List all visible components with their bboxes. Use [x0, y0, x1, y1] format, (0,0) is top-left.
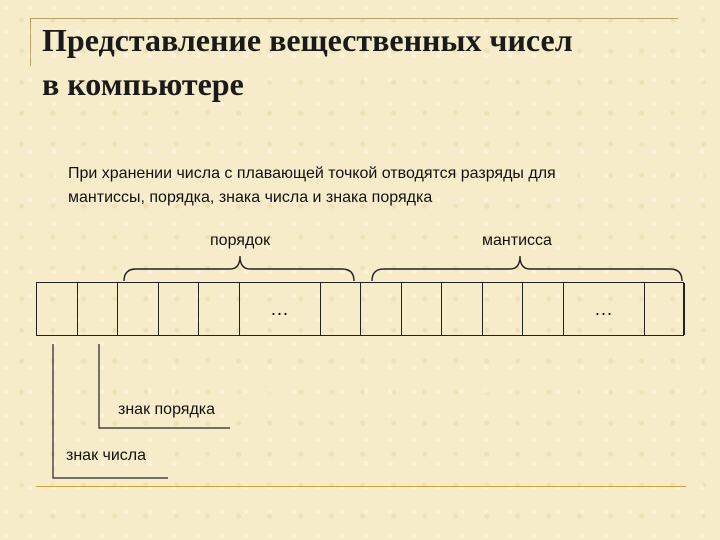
bit-cell [159, 283, 200, 335]
bit-cell [199, 283, 240, 335]
order-brace [124, 256, 354, 281]
bit-cell [402, 283, 443, 335]
mantissa-brace [372, 256, 682, 281]
bit-cell [361, 283, 402, 335]
bit-cell [523, 283, 564, 335]
order-label: порядок [210, 232, 271, 249]
order-sign-label: знак порядка [118, 401, 216, 418]
number-sign-label: знак числа [66, 447, 147, 464]
intro-line-1: При хранении числа с плавающей точкой отводятся разряды для [68, 165, 556, 182]
bit-cell [118, 283, 159, 335]
bit-cell [78, 283, 119, 335]
bit-cell [483, 283, 524, 335]
bit-cell [645, 283, 686, 335]
bit-cell [685, 283, 720, 335]
mantissa-label: мантисса [482, 232, 552, 249]
bit-cell [442, 283, 483, 335]
bit-cells [36, 282, 684, 336]
title-line-2: в компьютере [42, 66, 244, 102]
frame-bottom-line [36, 486, 686, 487]
order-ellipsis-cell: … [240, 283, 321, 335]
title-line-1: Представление вещественных чисел [42, 22, 573, 58]
intro-line-2: мантиссы, порядка, знака числа и знака порядка [68, 189, 433, 206]
mantissa-ellipsis-cell: … [564, 283, 645, 335]
bit-cell [37, 283, 78, 335]
bit-cell [321, 283, 362, 335]
